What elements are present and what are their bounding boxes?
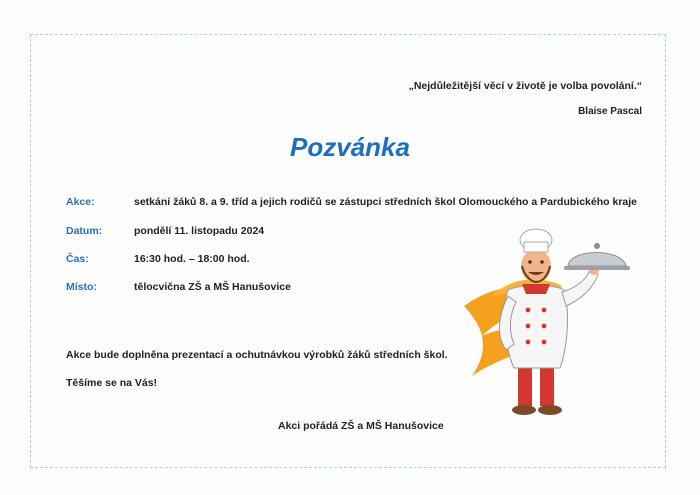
detail-value: tělocvična ZŠ a MŠ Hanušovice <box>134 281 291 293</box>
detail-value: setkání žáků 8. a 9. tříd a jejich rodičů se zástupci středních škol Olomouckého a Pardubického kraje <box>134 196 638 208</box>
quote-author: Blaise Pascal <box>578 106 642 117</box>
quote-text: „Nejdůležitější věcí v životě je volba povolání.“ <box>408 80 642 92</box>
organizer-text: Akci pořádá ZŠ a MŠ Hanušovice <box>278 420 444 432</box>
detail-value: 16:30 hod. – 18:00 hod. <box>134 253 250 265</box>
detail-label: Akce: <box>66 196 95 208</box>
page-title: Pozvánka <box>290 132 410 162</box>
detail-label: Čas: <box>66 253 89 265</box>
closing-paragraph: Těšíme se na Vás! <box>66 377 158 389</box>
detail-label: Místo: <box>66 281 97 293</box>
chef-illustration <box>462 226 638 420</box>
info-paragraph: Akce bude doplněna prezentací a ochutnávkou výrobků žáků středních škol. <box>66 349 448 361</box>
detail-label: Datum: <box>66 225 103 237</box>
detail-value: pondělí 11. listopadu 2024 <box>134 225 265 237</box>
